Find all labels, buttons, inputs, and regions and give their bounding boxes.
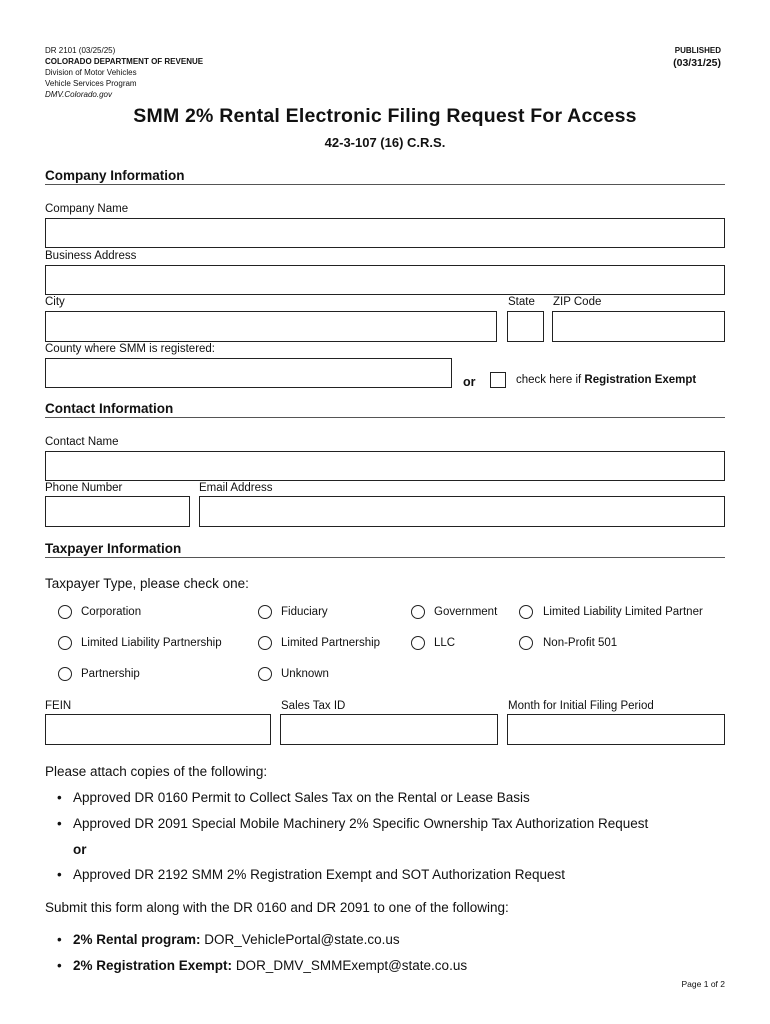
- sales-tax-id-field[interactable]: [280, 714, 498, 745]
- initial-filing-month-label: Month for Initial Filing Period: [508, 700, 654, 712]
- bullet-icon: •: [57, 816, 62, 831]
- option-label-corporation: Corporation: [81, 606, 142, 618]
- phone-label: Phone Number: [45, 482, 123, 494]
- fein-field[interactable]: [45, 714, 271, 745]
- page-subtitle: 42-3-107 (16) C.R.S.: [324, 135, 446, 150]
- email-field[interactable]: [199, 496, 725, 527]
- radio-llc-limited-partner[interactable]: [519, 605, 533, 619]
- bullet-icon: •: [57, 958, 62, 973]
- initial-filing-month-field[interactable]: [507, 714, 725, 745]
- option-label-government: Government: [434, 606, 498, 618]
- option-label-unknown: Unknown: [281, 668, 329, 680]
- page-number: Page 1 of 2: [681, 979, 725, 989]
- radio-limited-liability-partnership[interactable]: [58, 636, 72, 650]
- radio-fiduciary[interactable]: [258, 605, 272, 619]
- business-address-label: Business Address: [45, 250, 137, 262]
- agency-name: COLORADO DEPARTMENT OF REVENUE: [45, 57, 204, 66]
- company-name-field[interactable]: [45, 218, 725, 248]
- section-heading-contact: Contact Information: [45, 401, 725, 418]
- page-title: SMM 2% Rental Electronic Filing Request For Access: [133, 105, 637, 127]
- attachment-or-label: or: [73, 842, 87, 857]
- radio-corporation[interactable]: [58, 605, 72, 619]
- bullet-icon: •: [57, 790, 62, 805]
- attachment-item-dr2091: Approved DR 2091 Special Mobile Machinery 2% Specific Ownership Tax Authorization Request: [73, 816, 649, 831]
- radio-unknown[interactable]: [258, 667, 272, 681]
- section-heading-company: Company Information: [45, 168, 725, 185]
- or-label: or: [463, 375, 476, 389]
- option-label-llc-limited-partner: Limited Liability Limited Partner: [543, 606, 703, 618]
- option-label-non-profit: Non-Profit 501: [543, 637, 618, 649]
- attachment-item-dr2192: Approved DR 2192 SMM 2% Registration Exempt and SOT Authorization Request: [73, 867, 566, 882]
- state-label: State: [508, 296, 535, 308]
- city-label: City: [45, 296, 65, 308]
- submit-rental-program: 2% Rental program: DOR_VehiclePortal@state.co.us: [73, 932, 400, 947]
- rental-program-email: DOR_VehiclePortal@state.co.us: [204, 932, 400, 947]
- city-field[interactable]: [45, 311, 497, 342]
- form-header-left: [45, 45, 203, 100]
- zip-field[interactable]: [552, 311, 725, 342]
- contact-name-field[interactable]: [45, 451, 725, 481]
- option-label-limited-partnership: Limited Partnership: [281, 637, 381, 649]
- attachments-intro: Please attach copies of the following:: [45, 764, 268, 779]
- form-number: DR 2101 (03/25/25): [45, 46, 116, 55]
- radio-limited-partnership[interactable]: [258, 636, 272, 650]
- published-label: PUBLISHED: [674, 46, 721, 55]
- option-label-limited-liability-partnership: Limited Liability Partnership: [81, 637, 222, 649]
- radio-partnership[interactable]: [58, 667, 72, 681]
- county-field[interactable]: [45, 358, 452, 388]
- website: DMV.Colorado.gov: [45, 90, 112, 99]
- county-label: County where SMM is registered:: [45, 343, 216, 355]
- company-name-label: Company Name: [45, 203, 129, 215]
- option-label-fiduciary: Fiduciary: [281, 606, 328, 618]
- zip-label: ZIP Code: [553, 296, 602, 308]
- submit-registration-exempt: 2% Registration Exempt: DOR_DMV_SMMExempt@state.co.us: [73, 958, 468, 973]
- phone-field[interactable]: [45, 496, 190, 527]
- email-label: Email Address: [199, 482, 273, 494]
- published-date: (03/31/25): [673, 57, 721, 69]
- radio-llc[interactable]: [411, 636, 425, 650]
- option-label-llc: LLC: [434, 637, 456, 649]
- registration-exempt-email: DOR_DMV_SMMExempt@state.co.us: [235, 958, 468, 973]
- taxpayer-type-prompt: Taxpayer Type, please check one:: [45, 576, 249, 591]
- option-label-partnership: Partnership: [81, 668, 140, 680]
- bullet-icon: •: [57, 932, 62, 947]
- state-field[interactable]: [507, 311, 544, 342]
- registration-exempt-label: check here if Registration Exempt: [516, 374, 697, 386]
- section-heading-taxpayer: Taxpayer Information: [45, 541, 725, 558]
- form-header-right: [673, 45, 721, 70]
- sales-tax-id-label: Sales Tax ID: [281, 700, 346, 712]
- division-name: Division of Motor Vehicles: [45, 68, 137, 77]
- radio-government[interactable]: [411, 605, 425, 619]
- attachment-item-dr0160: Approved DR 0160 Permit to Collect Sales Tax on the Rental or Lease Basis: [73, 790, 530, 805]
- program-name: Vehicle Services Program: [45, 79, 137, 88]
- bullet-icon: •: [57, 867, 62, 882]
- registration-exempt-checkbox[interactable]: [490, 372, 506, 388]
- fein-label: FEIN: [45, 700, 72, 712]
- submit-intro: Submit this form along with the DR 0160 and DR 2091 to one of the following:: [45, 900, 509, 915]
- radio-non-profit[interactable]: [519, 636, 533, 650]
- contact-name-label: Contact Name: [45, 436, 119, 448]
- business-address-field[interactable]: [45, 265, 725, 295]
